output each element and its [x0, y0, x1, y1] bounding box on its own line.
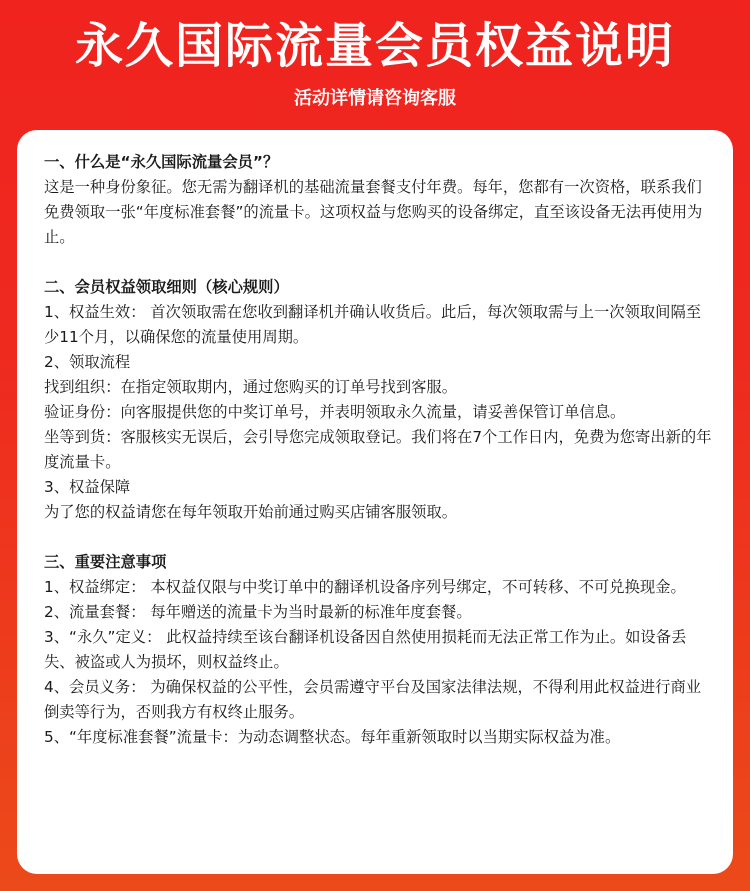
section-paragraph: 这是一种身份象征。您无需为翻译机的基础流量套餐支付年费。每年，您都有一次资格，联系我们免费领取一张“年度标准套餐”的流量卡。这项权益与您购买的设备绑定，直至该设备无法再使用为止。: [44, 178, 703, 246]
section-paragraph: 2、流量套餐： 每年赠送的流量卡为当时最新的标准年度套餐。: [44, 603, 472, 621]
section-paragraph: 4、会员义务： 为确保权益的公平性，会员需遵守平台及国家法律法规，不得利用此权益进行商业倒卖等行为，否则我方有权终止服务。: [44, 678, 702, 721]
section-paragraph: 1、权益生效： 首次领取需在您收到翻译机并确认收货后。此后，每次领取需与上一次领取间隔至少11个月，以确保您的流量使用周期。: [44, 303, 702, 346]
section-paragraph: 3、权益保障: [44, 478, 131, 496]
section-notes: [44, 550, 715, 750]
section-paragraph: 3、“永久”定义： 此权益持续至该台翻译机设备因自然使用损耗而无法正常工作为止。如设备丢失、被盗或人为损坏，则权益终止。: [44, 628, 687, 671]
section-paragraph: 1、权益绑定： 本权益仅限与中奖订单中的翻译机设备序列号绑定，不可转移、不可兑换现金。: [44, 578, 686, 596]
content-card: [17, 130, 733, 874]
section-paragraph: 验证身份：向客服提供您的中奖订单号，并表明领取永久流量，请妥善保管订单信息。: [44, 403, 626, 421]
section-claim-rules: [44, 275, 715, 525]
section-paragraph: 坐等到货：客服核实无误后，会引导您完成领取登记。我们将在7个工作日内，免费为您寄出新的年度流量卡。: [44, 428, 712, 471]
page-title: 永久国际流量会员权益说明: [74, 18, 675, 74]
section-what-is-membership: [44, 150, 715, 250]
section-paragraph: 5、“年度标准套餐”流量卡：为动态调整状态。每年重新领取时以当期实际权益为准。: [44, 728, 621, 746]
section-paragraph: 2、领取流程: [44, 353, 131, 371]
section-title: 三、重要注意事项: [44, 553, 167, 571]
page-subtitle: 活动详情请咨询客服: [294, 88, 456, 109]
section-paragraph: 找到组织：在指定领取期内，通过您购买的订单号找到客服。: [44, 378, 458, 396]
section-title: 一、什么是“永久国际流量会员”？: [44, 153, 279, 171]
header-banner: [0, 0, 750, 130]
section-title: 二、会员权益领取细则（核心规则）: [44, 278, 289, 296]
section-paragraph: 为了您的权益请您在每年领取开始前通过购买店铺客服领取。: [44, 503, 458, 521]
